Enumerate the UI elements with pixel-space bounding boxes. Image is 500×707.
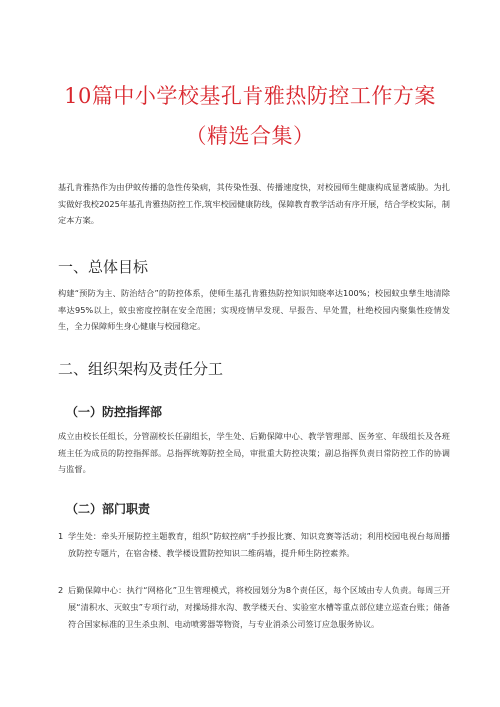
- document-title: 10篇中小学校基孔肯雅热防控工作方案: [64, 84, 436, 108]
- list-item-text: 后勤保障中心：执行“网格化”卫生管理模式，将校园划分为8个责任区，每个区域由专人负责。每周三开展“清积水、灭蚊虫”专项行动，对操场排水沟、教学楼天台、实验室水槽等重点部位建立巡查台账；储备符合国家标准的卫生杀虫剂、电动喷雾器等物资，与专业消杀公司签订应急服务协议。: [68, 585, 450, 629]
- document-subtitle: （精选合集）: [185, 124, 315, 148]
- list-item: [58, 582, 450, 633]
- list-item-number: 1: [58, 531, 64, 541]
- subsection-1-heading: （一）防控指挥部: [66, 405, 163, 419]
- list-item: [58, 528, 450, 562]
- section-2-heading: 二、组织架构及责任分工: [58, 360, 224, 378]
- list-item-number: 2: [58, 585, 64, 595]
- intro-paragraph: 基孔肯雅热作为由伊蚊传播的急性传染病，其传染性强、传播速度快，对校园师生健康构成显著威胁。为扎实做好我校2025年基孔肯雅热防控工作,筑牢校园健康防线，保障教育教学活动有序开展，结合学校实际，制定本方案。: [58, 182, 450, 225]
- list-item-text: 学生处：牵头开展防控主题教育，组织“防蚊控病”手抄报比赛、知识竞赛等活动；利用校园电视台每周播放防控专题片，在宿舍楼、教学楼设置防控知识二维码墙，提升师生防控素养。: [68, 531, 450, 558]
- section-1-paragraph: 构建“预防为主、防治结合”的防控体系，使师生基孔肯雅热防控知识知晓率达100%；校园蚊虫孳生地清除率达95%以上，蚊虫密度控制在安全范围；实现疫情早发现、早报告、早处置，杜绝校园内聚集性疫情发生，全力保障师生身心健康与校园稳定。: [58, 288, 450, 331]
- subsection-1-paragraph: 成立由校长任组长，分管副校长任副组长，学生处、后勤保障中心、教学管理部、医务室、年级组长及各班班主任为成员的防控指挥部。总指挥统筹防控全局，审批重大防控决策；副总指挥负责日常防控工作的协调与监督。: [58, 431, 450, 474]
- subsection-2-heading: （二）部门职责: [66, 502, 151, 516]
- section-1-heading: 一、总体目标: [58, 258, 149, 276]
